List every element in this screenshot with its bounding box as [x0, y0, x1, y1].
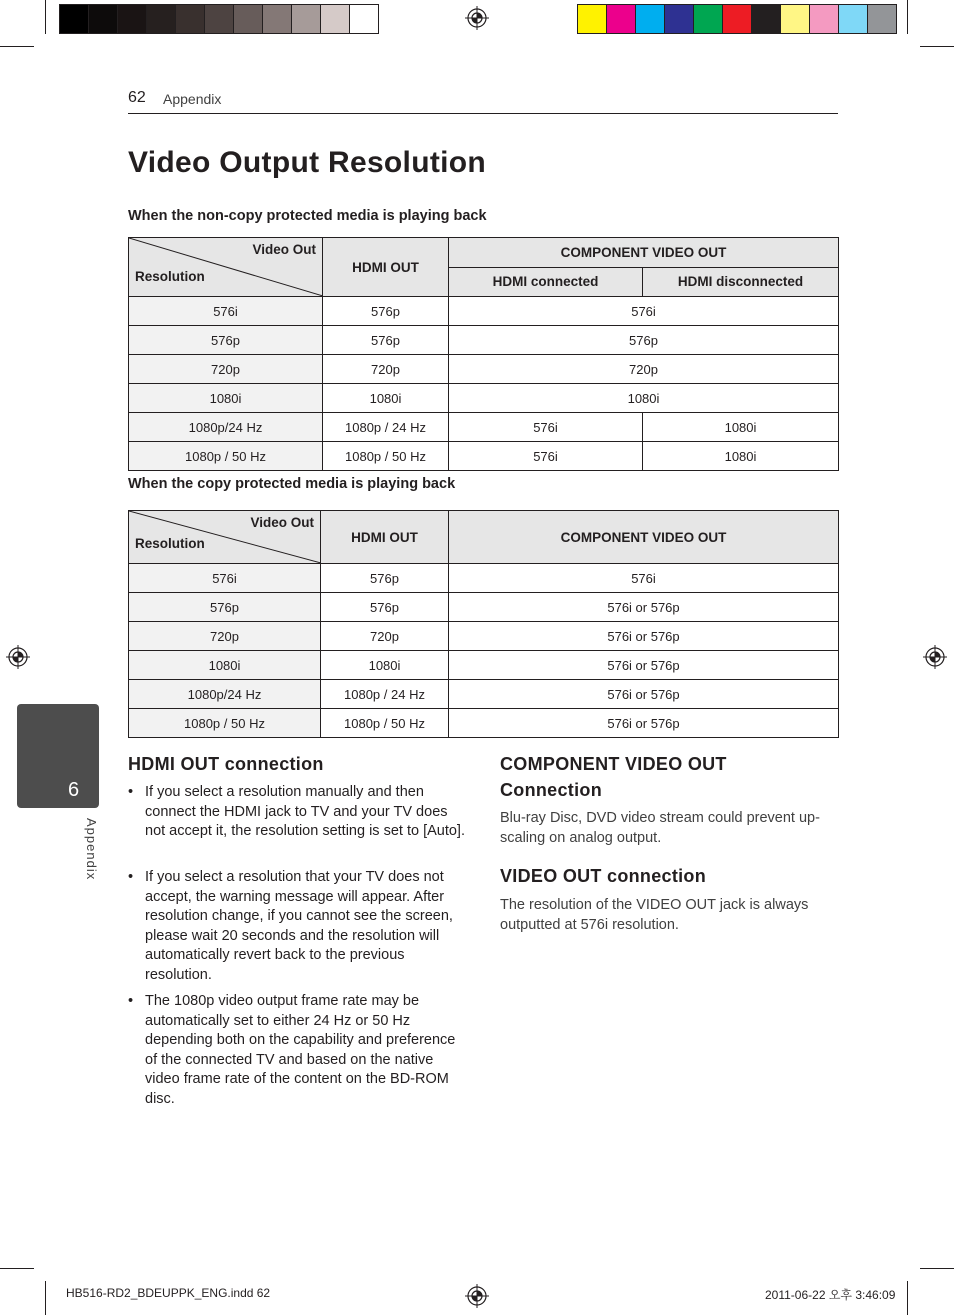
registration-mark-icon: [923, 645, 947, 669]
color-swatch: [234, 5, 263, 33]
color-swatch: [321, 5, 350, 33]
table-row: [129, 355, 839, 384]
table-row: [129, 651, 839, 680]
row-resolution: 1080p / 50 Hz: [129, 442, 323, 471]
table-row: [129, 622, 839, 651]
corner-video-out-label: Video Out: [250, 515, 314, 530]
color-swatch: [205, 5, 234, 33]
color-swatch: [60, 5, 89, 33]
cell-hdmi-out: 1080i: [321, 651, 449, 680]
table-row: [129, 680, 839, 709]
list-item: [128, 783, 468, 863]
corner-resolution-label: Resolution: [135, 269, 205, 284]
chapter-label: Appendix: [84, 818, 99, 881]
cell-component-out: 1080i: [449, 384, 839, 413]
row-resolution: 576p: [129, 593, 321, 622]
color-swatch: [118, 5, 147, 33]
subheader-hdmi-connected: HDMI connected: [449, 267, 643, 297]
color-swatch: [839, 5, 868, 33]
cell-hdmi-disconnected: 1080i: [643, 413, 839, 442]
row-resolution: 576i: [129, 297, 323, 326]
bullet-icon: •: [128, 993, 134, 1009]
color-swatch: [89, 5, 118, 33]
cell-hdmi-disconnected: 1080i: [643, 442, 839, 471]
cell-component-out: 576i: [449, 564, 839, 593]
crop-mark: [920, 1268, 954, 1269]
table-row: [129, 297, 839, 326]
table-row: [129, 413, 839, 442]
chapter-tab: [17, 704, 99, 808]
table-row: [129, 709, 839, 738]
cell-component-out: 576i or 576p: [449, 709, 839, 738]
corner-video-out-label: Video Out: [252, 242, 316, 257]
cell-hdmi-out: 720p: [321, 622, 449, 651]
color-swatch: [636, 5, 665, 33]
bullet-text: If you select a resolution that your TV does not accept, the warning message will appear. After resolution change, if you cannot see the screen, please wait 20 seconds and the resolution will automatically revert back to the previous resolution.: [145, 869, 453, 983]
row-resolution: 1080i: [129, 651, 321, 680]
row-resolution: 1080p / 50 Hz: [129, 709, 321, 738]
color-swatch: [723, 5, 752, 33]
cell-hdmi-out: 1080p / 50 Hz: [321, 709, 449, 738]
table-row: [129, 384, 839, 413]
grayscale-color-bar: [59, 4, 379, 34]
cell-component-out: 576i or 576p: [449, 593, 839, 622]
video-out-text: The resolution of the VIDEO OUT jack is always outputted at 576i resolution.: [500, 897, 809, 933]
cell-hdmi-out: 1080p / 50 Hz: [323, 442, 449, 471]
cell-hdmi-out: 1080i: [323, 384, 449, 413]
video-out-heading: VIDEO OUT connection: [500, 866, 707, 886]
crop-mark: [907, 0, 908, 34]
list-item: [128, 868, 468, 988]
row-resolution: 576p: [129, 326, 323, 355]
bullet-text: If you select a resolution manually and then connect the HDMI jack to TV and your TV does not accept it, the resolution setting is set to [Auto].: [145, 784, 465, 840]
crop-mark: [45, 1281, 46, 1315]
row-resolution: 1080i: [129, 384, 323, 413]
footer-datetime: 2011-06-22 오후 3:46:09: [765, 1288, 896, 1302]
color-swatch: [694, 5, 723, 33]
cell-hdmi-out: 576p: [321, 564, 449, 593]
crop-mark: [0, 1268, 34, 1269]
row-resolution: 720p: [129, 355, 323, 384]
cell-hdmi-connected: 576i: [449, 413, 643, 442]
color-swatch: [176, 5, 205, 33]
cell-component-out: 576p: [449, 326, 839, 355]
cell-hdmi-out: 1080p / 24 Hz: [321, 680, 449, 709]
resolution-table-copy-protected: [128, 510, 839, 738]
process-color-bar: [577, 4, 897, 34]
subheader-hdmi-disconnected: HDMI disconnected: [643, 267, 839, 297]
page-title: Video Output Resolution: [128, 146, 486, 179]
table1-caption: When the non-copy protected media is playing back: [128, 208, 487, 224]
color-swatch: [781, 5, 810, 33]
component-out-text: Blu-ray Disc, DVD video stream could prevent up-scaling on analog output.: [500, 810, 820, 846]
bullet-icon: •: [128, 869, 134, 885]
color-swatch: [292, 5, 321, 33]
crop-mark: [45, 0, 46, 34]
corner-resolution-label: Resolution: [135, 536, 205, 551]
table-corner-cell: [129, 238, 323, 297]
component-out-heading-line2: Connection: [500, 780, 602, 800]
page-number: 62: [128, 89, 146, 106]
table2-caption: When the copy protected media is playing back: [128, 476, 456, 492]
cell-hdmi-out: 720p: [323, 355, 449, 384]
bullet-text: The 1080p video output frame rate may be automatically set to either 24 Hz or 50 Hz depending both on the capability and preference of the connected TV and based on the native video frame rate of the content on the BD-ROM disc.: [145, 993, 456, 1107]
color-swatch: [752, 5, 781, 33]
color-swatch: [607, 5, 636, 33]
column-header-component-video-out: COMPONENT VIDEO OUT: [449, 238, 839, 268]
row-resolution: 720p: [129, 622, 321, 651]
list-item: [128, 992, 468, 1112]
cell-hdmi-out: 576p: [323, 297, 449, 326]
table-corner-cell: [129, 511, 321, 564]
bullet-icon: •: [128, 784, 134, 800]
color-swatch: [665, 5, 694, 33]
row-resolution: 1080p/24 Hz: [129, 413, 323, 442]
cell-hdmi-out: 576p: [323, 326, 449, 355]
table-row: [129, 326, 839, 355]
hdmi-out-heading: HDMI OUT connection: [128, 754, 324, 774]
cell-component-out: 720p: [449, 355, 839, 384]
table-row: [129, 593, 839, 622]
color-swatch: [810, 5, 839, 33]
cell-component-out: 576i or 576p: [449, 651, 839, 680]
row-resolution: 576i: [129, 564, 321, 593]
color-swatch: [147, 5, 176, 33]
cell-component-out: 576i or 576p: [449, 680, 839, 709]
header-rule: [128, 113, 838, 114]
crop-mark: [920, 46, 954, 47]
column-header-hdmi-out: HDMI OUT: [321, 511, 449, 564]
cell-hdmi-connected: 576i: [449, 442, 643, 471]
row-resolution: 1080p/24 Hz: [129, 680, 321, 709]
cell-component-out: 576i: [449, 297, 839, 326]
registration-mark-icon: [465, 6, 489, 30]
resolution-table-non-copy-protected: [128, 237, 839, 471]
column-header-component-video-out: COMPONENT VIDEO OUT: [449, 511, 839, 564]
color-swatch: [868, 5, 896, 33]
cell-component-out: 576i or 576p: [449, 622, 839, 651]
cell-hdmi-out: 1080p / 24 Hz: [323, 413, 449, 442]
color-swatch: [350, 5, 378, 33]
footer-file-name: HB516-RD2_BDEUPPK_ENG.indd 62: [66, 1286, 271, 1300]
chapter-number: 6: [68, 779, 80, 801]
crop-mark: [0, 46, 34, 47]
running-header-section: Appendix: [163, 91, 222, 107]
table-row: [129, 564, 839, 593]
registration-mark-icon: [6, 645, 30, 669]
crop-mark: [907, 1281, 908, 1315]
component-out-heading: COMPONENT VIDEO OUT: [500, 754, 727, 774]
table-row: [129, 442, 839, 471]
color-swatch: [263, 5, 292, 33]
color-swatch: [578, 5, 607, 33]
registration-mark-icon: [465, 1284, 489, 1308]
column-header-hdmi-out: HDMI OUT: [323, 238, 449, 297]
cell-hdmi-out: 576p: [321, 593, 449, 622]
